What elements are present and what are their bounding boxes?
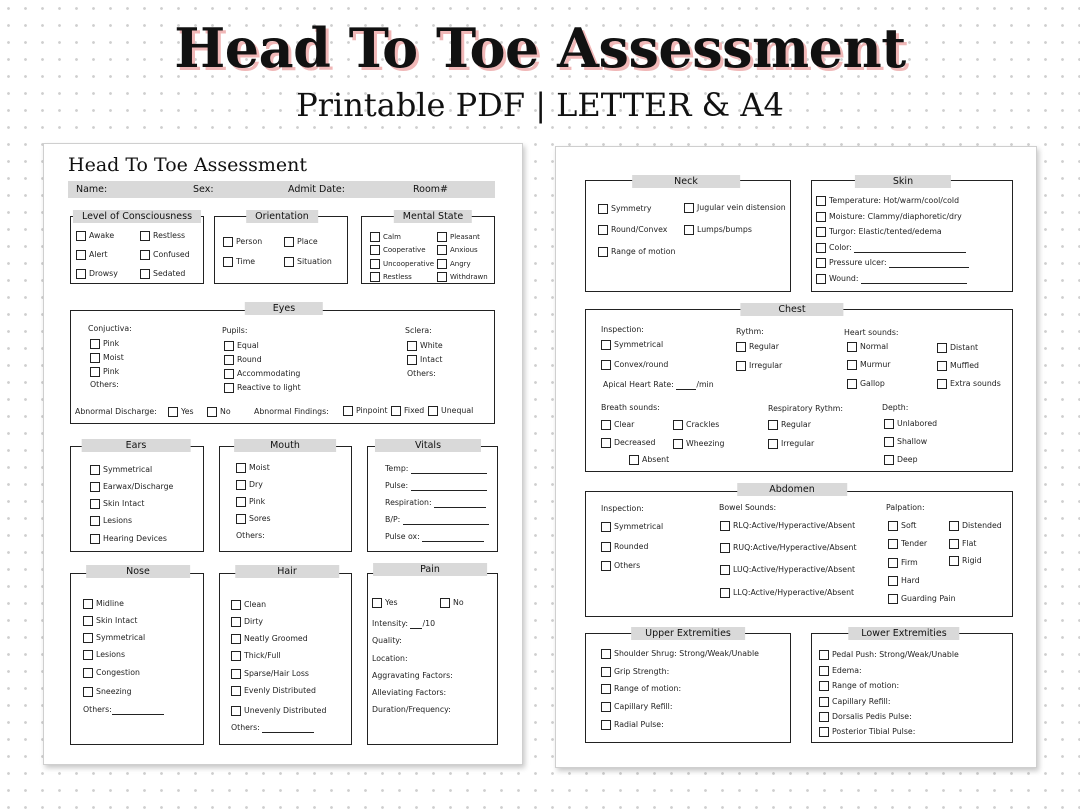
checkbox-flat[interactable]: Flat bbox=[949, 539, 977, 549]
neck-section bbox=[585, 180, 791, 292]
checkbox-hearing-devices[interactable]: Hearing Devices bbox=[90, 534, 167, 544]
checkbox-posterior-tibial[interactable]: Posterior Tibial Pulse: bbox=[819, 727, 915, 737]
mental-state-header: Mental State bbox=[394, 210, 472, 223]
checkbox-pedal-push[interactable]: Pedal Push: Strong/Weak/Unable bbox=[819, 650, 959, 660]
checkbox-wound[interactable] bbox=[816, 274, 967, 284]
checkbox-luq[interactable]: LUQ:Active/Hyperactive/Absent bbox=[720, 565, 855, 575]
checkbox-guarding-pain[interactable]: Guarding Pain bbox=[888, 594, 956, 604]
checkbox-hard[interactable]: Hard bbox=[888, 576, 920, 586]
checkbox-rlq[interactable]: RLQ:Active/Hyperactive/Absent bbox=[720, 521, 855, 531]
nose-header: Nose bbox=[86, 565, 190, 578]
checkbox-confused[interactable]: Confused bbox=[140, 250, 190, 260]
checkbox-temperature[interactable]: Temperature: Hot/warm/cool/cold bbox=[816, 196, 959, 206]
findings-label: Abnormal Findings: bbox=[254, 407, 329, 416]
checkbox-round-convex[interactable]: Round/Convex bbox=[598, 225, 667, 235]
checkbox-murmur[interactable]: Murmur bbox=[847, 360, 890, 370]
sclera-others-label: Others: bbox=[407, 369, 436, 378]
checkbox-neatly-groomed[interactable]: Neatly Groomed bbox=[231, 634, 308, 644]
checkbox-moisture[interactable]: Moisture: Clammy/diaphoretic/dry bbox=[816, 212, 962, 222]
checkbox-place[interactable]: Place bbox=[284, 237, 318, 247]
checkbox-lumps[interactable]: Lumps/bumps bbox=[684, 225, 752, 235]
lower-extremities-header: Lower Extremities bbox=[848, 627, 959, 640]
skin-header: Skin bbox=[855, 175, 951, 188]
patient-info-bar bbox=[68, 181, 495, 198]
checkbox-accommodating[interactable]: Accommodating bbox=[224, 369, 300, 379]
temp-label: Temp: bbox=[385, 464, 409, 473]
bp-field[interactable] bbox=[385, 515, 489, 525]
conj-others-label: Others: bbox=[90, 380, 119, 389]
checkbox-discharge-yes[interactable]: Yes bbox=[168, 407, 194, 417]
checkbox-turgor[interactable]: Turgor: Elastic/tented/edema bbox=[816, 227, 942, 237]
checkbox-decreased[interactable]: Decreased bbox=[601, 438, 656, 448]
pain-header: Pain bbox=[373, 563, 487, 576]
checkbox-mouth-sores[interactable]: Sores bbox=[236, 514, 271, 524]
pulse-field[interactable] bbox=[385, 481, 487, 491]
pulse-ox-field[interactable] bbox=[385, 532, 484, 542]
banner-title: Head To Toe Assessment bbox=[174, 16, 906, 80]
orientation-section bbox=[214, 216, 348, 284]
checkbox-extra-sounds[interactable]: Extra sounds bbox=[937, 379, 1001, 389]
eyes-header: Eyes bbox=[245, 302, 323, 315]
checkbox-angry[interactable]: Angry bbox=[437, 259, 471, 269]
admit-date-label: Admit Date: bbox=[288, 184, 345, 195]
checkbox-llq[interactable]: LLQ:Active/Hyperactive/Absent bbox=[720, 588, 854, 598]
abdomen-header: Abdomen bbox=[737, 483, 847, 496]
checkbox-muffled[interactable]: Muffled bbox=[937, 361, 979, 371]
checkbox-mouth-moist[interactable]: Moist bbox=[236, 463, 270, 473]
checkbox-rounded[interactable]: Rounded bbox=[601, 542, 648, 552]
checkbox-unevenly-distributed[interactable]: Unevenly Distributed bbox=[231, 706, 326, 716]
nose-others-field[interactable] bbox=[83, 705, 164, 715]
checkbox-radial-pulse[interactable]: Radial Pulse: bbox=[601, 720, 664, 730]
page-2-sheet bbox=[555, 146, 1037, 768]
page-1-sheet bbox=[43, 143, 523, 765]
upper-extremities-header: Upper Extremities bbox=[631, 627, 745, 640]
pupils-label: Pupils: bbox=[222, 326, 248, 335]
sheet-title: Head To Toe Assessment bbox=[68, 154, 308, 176]
consciousness-header: Level of Consciousness bbox=[73, 210, 201, 223]
checkbox-shoulder-shrug[interactable]: Shoulder Shrug: Strong/Weak/Unable bbox=[601, 649, 759, 659]
checkbox-evenly-distributed[interactable]: Evenly Distributed bbox=[231, 686, 316, 696]
sclera-label: Sclera: bbox=[405, 326, 432, 335]
checkbox-pressure-ulcer[interactable] bbox=[816, 258, 969, 268]
intensity-label: Intensity: bbox=[372, 619, 408, 628]
bp-label: B/P: bbox=[385, 515, 401, 524]
checkbox-ruq[interactable]: RUQ:Active/Hyperactive/Absent bbox=[720, 543, 857, 553]
wound-label: Wound: bbox=[829, 274, 859, 283]
checkbox-congestion[interactable]: Congestion bbox=[83, 668, 140, 678]
checkbox-pinpoint[interactable]: Pinpoint bbox=[343, 406, 388, 416]
checkbox-nose-symmetrical[interactable]: Symmetrical bbox=[83, 633, 145, 643]
apical-rate-unit: /min bbox=[696, 380, 714, 389]
alleviating-label: Alleviating Factors: bbox=[372, 688, 447, 697]
mouth-header: Mouth bbox=[234, 439, 336, 452]
checkbox-color[interactable] bbox=[816, 243, 966, 253]
checkbox-edema[interactable]: Edema: bbox=[819, 666, 862, 676]
checkbox-upper-rom[interactable]: Range of motion: bbox=[601, 684, 681, 694]
checkbox-dorsalis-pedis[interactable]: Dorsalis Pedis Pulse: bbox=[819, 712, 912, 722]
chest-inspection-label: Inspection: bbox=[601, 325, 644, 334]
checkbox-sneezing[interactable]: Sneezing bbox=[83, 687, 132, 697]
checkbox-convex-round[interactable]: Convex/round bbox=[601, 360, 668, 370]
rythm-label: Rythm: bbox=[736, 327, 764, 336]
checkbox-lower-rom[interactable]: Range of motion: bbox=[819, 681, 899, 691]
sex-label: Sex: bbox=[193, 184, 214, 195]
pulse-ox-label: Pulse ox: bbox=[385, 532, 420, 541]
checkbox-cooperative[interactable]: Cooperative bbox=[370, 245, 426, 255]
checkbox-earwax[interactable]: Earwax/Discharge bbox=[90, 482, 173, 492]
neck-header: Neck bbox=[632, 175, 740, 188]
checkbox-chest-symmetrical[interactable]: Symmetrical bbox=[601, 340, 663, 350]
checkbox-soft[interactable]: Soft bbox=[888, 521, 916, 531]
chest-header: Chest bbox=[740, 303, 843, 316]
checkbox-anxious[interactable]: Anxious bbox=[437, 245, 478, 255]
checkbox-ears-lesions[interactable]: Lesions bbox=[90, 516, 132, 526]
checkbox-clear[interactable]: Clear bbox=[601, 420, 634, 430]
checkbox-calm[interactable]: Calm bbox=[370, 232, 401, 242]
intensity-field[interactable] bbox=[372, 619, 435, 629]
checkbox-uncooperative[interactable]: Uncooperative bbox=[370, 259, 434, 269]
checkbox-time[interactable]: Time bbox=[223, 257, 255, 267]
checkbox-clean[interactable]: Clean bbox=[231, 600, 266, 610]
checkbox-awake[interactable]: Awake bbox=[76, 231, 114, 241]
checkbox-restless[interactable]: Restless bbox=[140, 231, 185, 241]
checkbox-mouth-dry[interactable]: Dry bbox=[236, 480, 263, 490]
breath-sounds-label: Breath sounds: bbox=[601, 403, 660, 412]
checkbox-tender[interactable]: Tender bbox=[888, 539, 927, 549]
pressure-ulcer-label: Pressure ulcer: bbox=[829, 258, 887, 267]
hair-others-field[interactable] bbox=[231, 723, 314, 733]
duration-label: Duration/Frequency: bbox=[372, 705, 451, 714]
checkbox-reactive[interactable]: Reactive to light bbox=[224, 383, 301, 393]
checkbox-neck-rom[interactable]: Range of motion bbox=[598, 247, 675, 257]
orientation-header: Orientation bbox=[246, 210, 318, 223]
checkbox-shallow[interactable]: Shallow bbox=[884, 437, 927, 447]
resp-rythm-label: Respiratory Rythm: bbox=[768, 404, 843, 413]
mouth-others-label: Others: bbox=[236, 531, 265, 540]
nose-others-label: Others: bbox=[83, 705, 112, 714]
checkbox-nose-skin-intact[interactable]: Skin Intact bbox=[83, 616, 137, 626]
checkbox-discharge-no[interactable]: No bbox=[207, 407, 231, 417]
abdomen-inspection-label: Inspection: bbox=[601, 504, 644, 513]
checkbox-rythm-irregular[interactable]: Irregular bbox=[736, 361, 782, 371]
temp-field[interactable] bbox=[385, 464, 487, 474]
checkbox-abd-others[interactable]: Others bbox=[601, 561, 640, 571]
checkbox-dirty[interactable]: Dirty bbox=[231, 617, 263, 627]
checkbox-intact[interactable]: Intact bbox=[407, 355, 442, 365]
checkbox-normal[interactable]: Normal bbox=[847, 342, 888, 352]
checkbox-fixed[interactable]: Fixed bbox=[391, 406, 424, 416]
intensity-scale: /10 bbox=[422, 619, 436, 628]
room-label: Room# bbox=[413, 184, 449, 195]
checkbox-sparse[interactable]: Sparse/Hair Loss bbox=[231, 669, 309, 679]
color-label: Color: bbox=[829, 243, 852, 252]
checkbox-ears-skin-intact[interactable]: Skin Intact bbox=[90, 499, 144, 509]
checkbox-conj-moist[interactable]: Moist bbox=[90, 353, 124, 363]
checkbox-deep[interactable]: Deep bbox=[884, 455, 918, 465]
checkbox-conj-pink-2[interactable]: Pink bbox=[90, 367, 119, 377]
checkbox-wheezing[interactable]: Wheezing bbox=[673, 439, 724, 449]
checkbox-situation[interactable]: Situation bbox=[284, 257, 332, 267]
checkbox-lower-cap-refill[interactable]: Capillary Refill: bbox=[819, 697, 890, 707]
checkbox-nose-lesions[interactable]: Lesions bbox=[83, 650, 125, 660]
checkbox-resp-irregular[interactable]: Irregular bbox=[768, 439, 814, 449]
checkbox-resp-regular[interactable]: Regular bbox=[768, 420, 811, 430]
checkbox-pain-yes[interactable]: Yes bbox=[372, 598, 398, 608]
checkbox-rythm-regular[interactable]: Regular bbox=[736, 342, 779, 352]
checkbox-thick-full[interactable]: Thick/Full bbox=[231, 651, 281, 661]
checkbox-gallop[interactable]: Gallop bbox=[847, 379, 885, 389]
checkbox-conj-pink[interactable]: Pink bbox=[90, 339, 119, 349]
checkbox-equal[interactable]: Equal bbox=[224, 341, 259, 351]
checkbox-unlabored[interactable]: Unlabored bbox=[884, 419, 937, 429]
conjuctiva-label: Conjuctiva: bbox=[88, 324, 132, 333]
checkbox-jvd[interactable]: Jugular vein distension bbox=[684, 203, 786, 213]
checkbox-restless-mental[interactable]: Restless bbox=[370, 272, 412, 282]
palpation-label: Palpation: bbox=[886, 503, 925, 512]
checkbox-symmetry[interactable]: Symmetry bbox=[598, 204, 651, 214]
pulse-label: Pulse: bbox=[385, 481, 409, 490]
checkbox-midline[interactable]: Midline bbox=[83, 599, 124, 609]
checkbox-distant[interactable]: Distant bbox=[937, 343, 978, 353]
checkbox-person[interactable]: Person bbox=[223, 237, 262, 247]
checkbox-pleasant[interactable]: Pleasant bbox=[437, 232, 480, 242]
checkbox-abd-symmetrical[interactable]: Symmetrical bbox=[601, 522, 663, 532]
discharge-label: Abnormal Discharge: bbox=[75, 407, 157, 416]
banner-subtitle: Printable PDF | LETTER & A4 bbox=[296, 86, 784, 124]
checkbox-upper-cap-refill[interactable]: Capillary Refill: bbox=[601, 702, 672, 712]
apical-rate-label: Apical Heart Rate: bbox=[603, 380, 674, 389]
checkbox-alert[interactable]: Alert bbox=[76, 250, 108, 260]
checkbox-distended[interactable]: Distended bbox=[949, 521, 1002, 531]
hair-header: Hair bbox=[235, 565, 339, 578]
name-label: Name: bbox=[76, 184, 108, 195]
checkbox-ears-symmetrical[interactable]: Symmetrical bbox=[90, 465, 152, 475]
checkbox-mouth-pink[interactable]: Pink bbox=[236, 497, 265, 507]
bowel-sounds-label: Bowel Sounds: bbox=[719, 503, 777, 512]
checkbox-white[interactable]: White bbox=[407, 341, 443, 351]
checkbox-absent[interactable]: Absent bbox=[629, 455, 669, 465]
checkbox-unequal[interactable]: Unequal bbox=[428, 406, 473, 416]
vitals-header: Vitals bbox=[375, 439, 481, 452]
checkbox-sedated[interactable]: Sedated bbox=[140, 269, 185, 279]
heart-sounds-label: Heart sounds: bbox=[844, 328, 899, 337]
checkbox-drowsy[interactable]: Drowsy bbox=[76, 269, 118, 279]
checkbox-withdrawn[interactable]: Withdrawn bbox=[437, 272, 488, 282]
checkbox-crackles[interactable]: Crackles bbox=[673, 420, 719, 430]
respiration-field[interactable] bbox=[385, 498, 486, 508]
depth-label: Depth: bbox=[882, 403, 909, 412]
aggravating-label: Aggravating Factors: bbox=[372, 671, 453, 680]
checkbox-firm[interactable]: Firm bbox=[888, 558, 918, 568]
apical-rate-field[interactable] bbox=[603, 380, 714, 390]
location-label: Location: bbox=[372, 654, 408, 663]
checkbox-round[interactable]: Round bbox=[224, 355, 262, 365]
quality-label: Quality: bbox=[372, 636, 402, 645]
ears-header: Ears bbox=[82, 439, 191, 452]
respiration-label: Respiration: bbox=[385, 498, 432, 507]
hair-others-label: Others: bbox=[231, 723, 260, 732]
checkbox-rigid[interactable]: Rigid bbox=[949, 556, 982, 566]
checkbox-pain-no[interactable]: No bbox=[440, 598, 464, 608]
checkbox-grip-strength[interactable]: Grip Strength: bbox=[601, 667, 669, 677]
